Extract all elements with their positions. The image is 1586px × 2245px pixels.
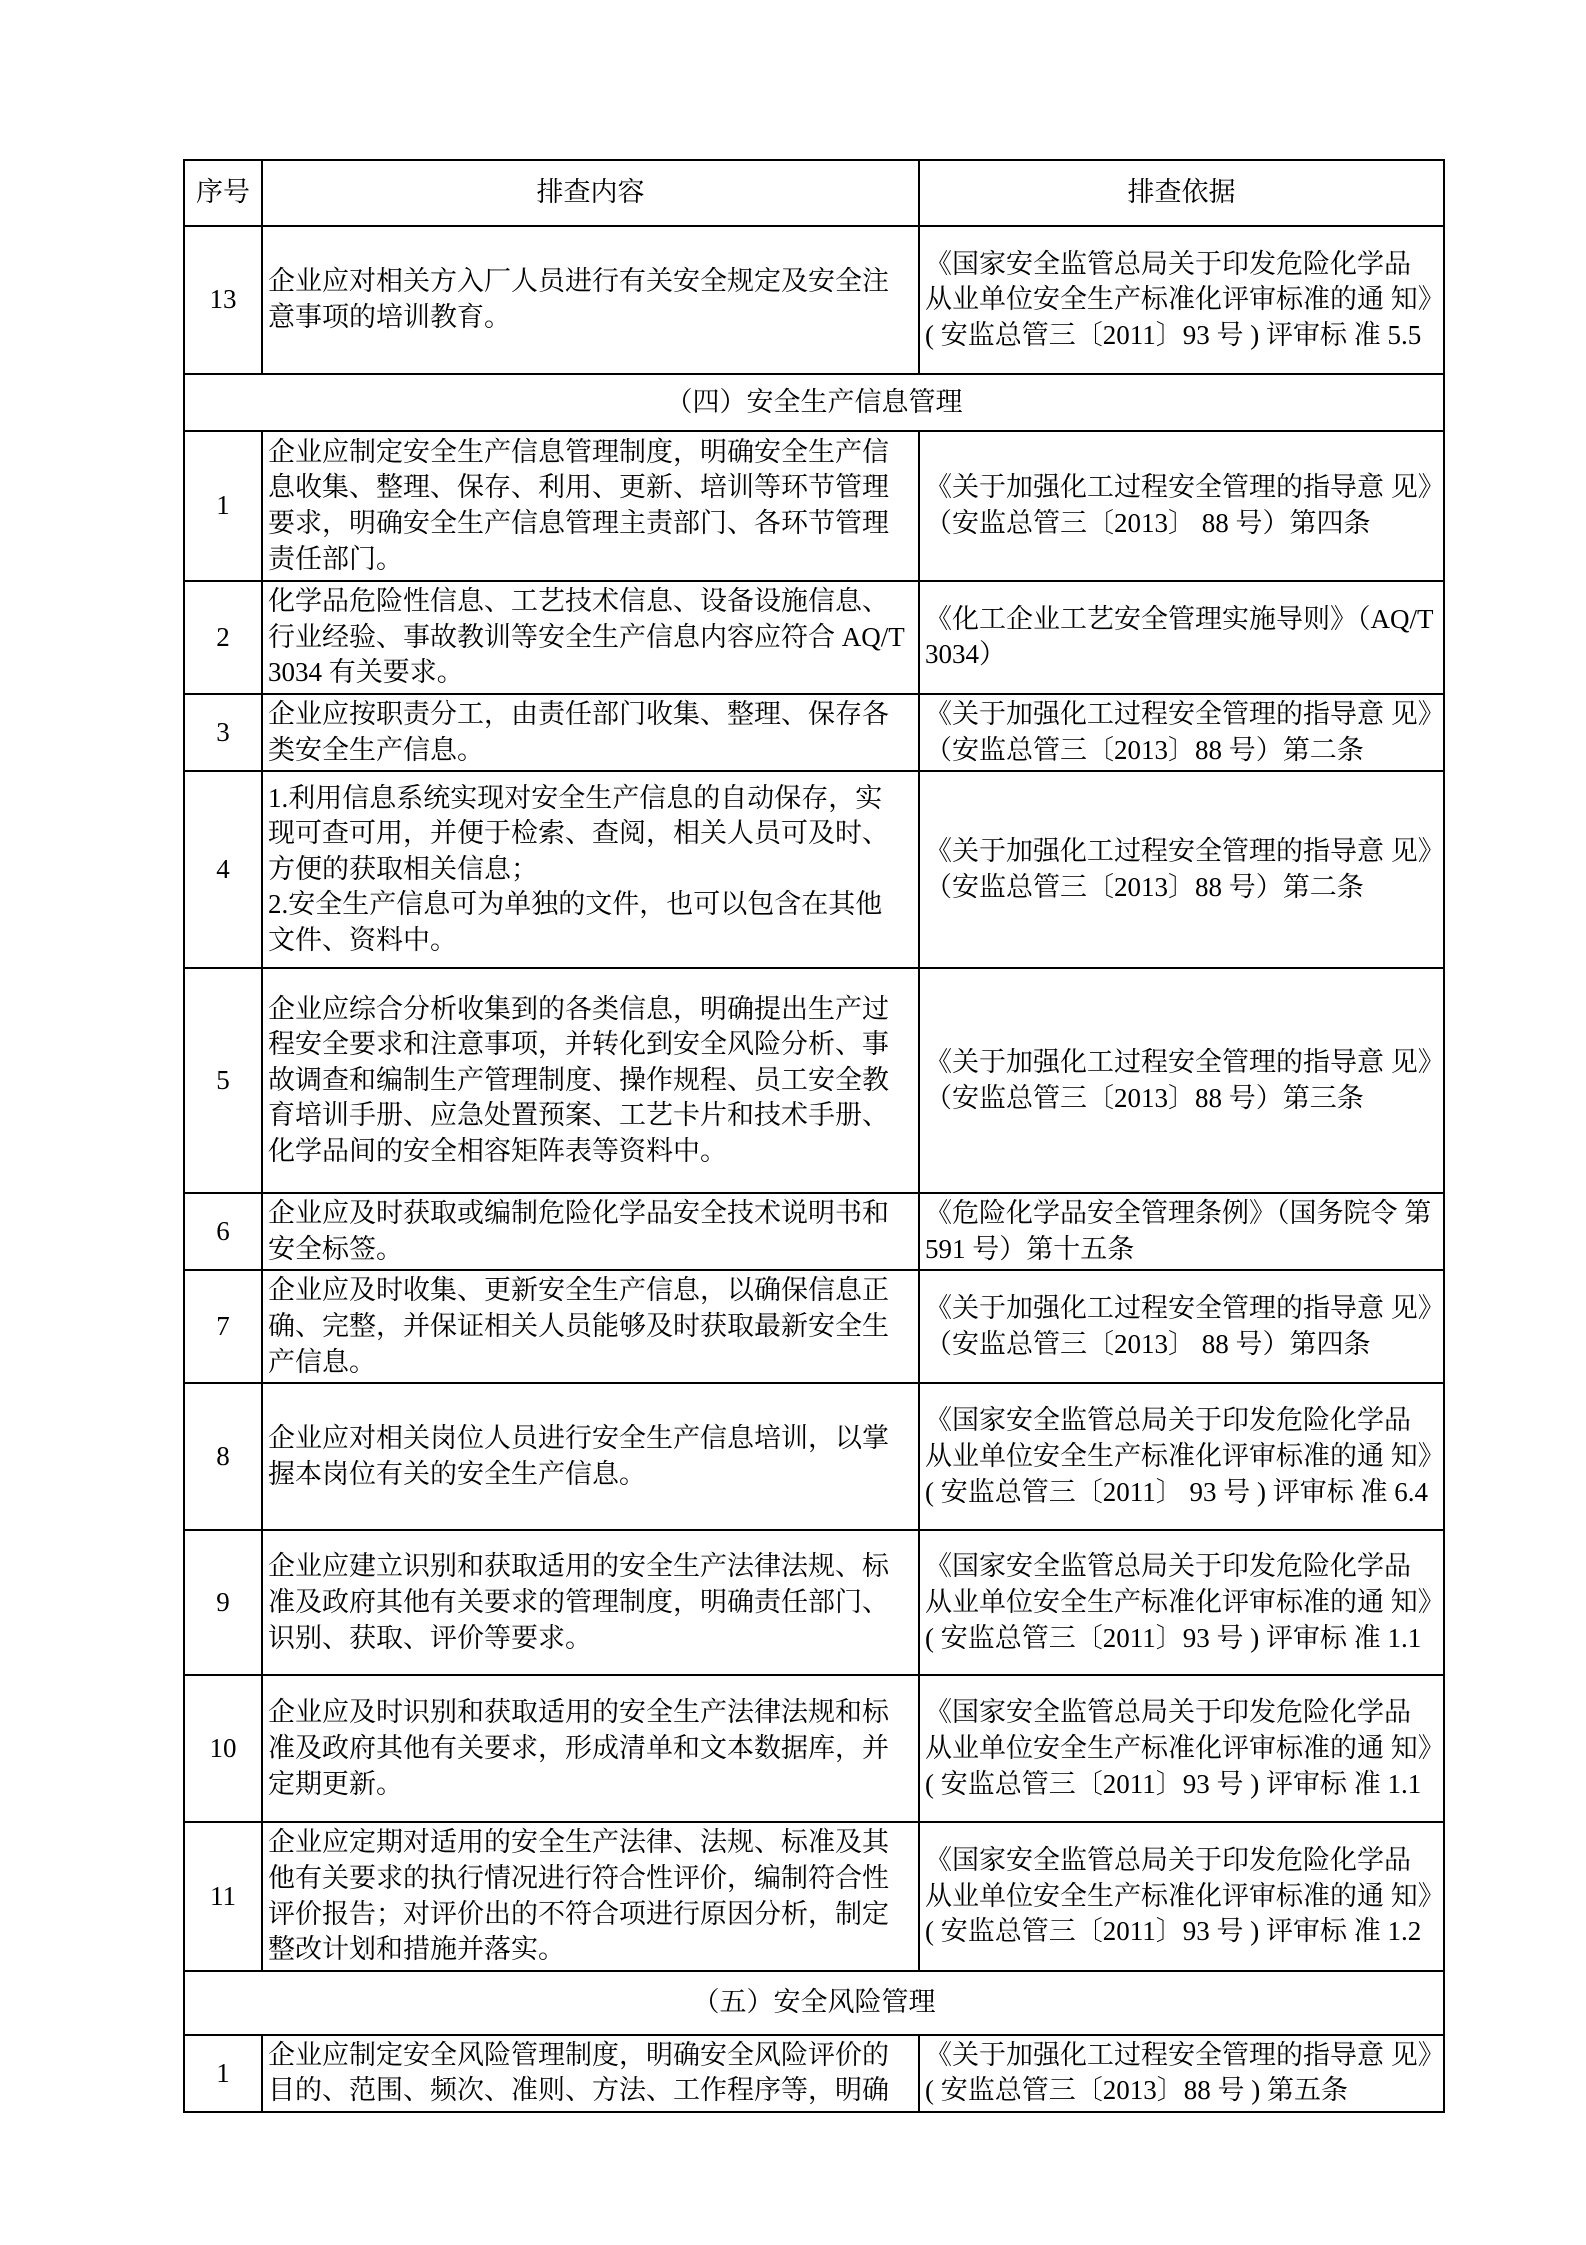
row-number-cell: 1 [184, 431, 262, 581]
table-row [184, 226, 1444, 374]
row-number-cell: 5 [184, 968, 262, 1193]
content-cell: 企业应及时识别和获取适用的安全生产法律法规和标 准及政府其他有关要求，形成清单和文本数据库，并 定期更新。 [262, 1675, 919, 1822]
basis-cell: 《危险化学品安全管理条例》（国务院令 第591 号）第十五条 [919, 1193, 1444, 1270]
table-row [184, 771, 1444, 968]
row-number-cell: 2 [184, 581, 262, 694]
row-number-cell: 9 [184, 1530, 262, 1675]
basis-cell: 《国家安全监管总局关于印发危险化学品 从业单位安全生产标准化评审标准的通 知》( 安监总管三〔2011〕93 号 ) 评审标 准 1.2 [919, 1822, 1444, 1971]
row-number-cell: 13 [184, 226, 262, 374]
content-cell: 化学品危险性信息、工艺技术信息、设备设施信息、 行业经验、事故教训等安全生产信息内容应符合 AQ/T 3034 有关要求。 [262, 581, 919, 694]
content-cell: 企业应综合分析收集到的各类信息，明确提出生产过 程安全要求和注意事项，并转化到安全风险分析、事 故调查和编制生产管理制度、操作规程、员工安全教 育培训手册、应急处置预案、工艺卡片和技术手册、 化学品间的安全相容矩阵表等资料中。 [262, 968, 919, 1193]
content-cell: 企业应制定安全风险管理制度，明确安全风险评价的 目的、范围、频次、准则、方法、工作程序等，明确 [262, 2035, 919, 2112]
table-row [184, 1675, 1444, 1822]
table-row [184, 1270, 1444, 1383]
table-row [184, 2035, 1444, 2112]
content-cell: 企业应制定安全生产信息管理制度，明确安全生产信 息收集、整理、保存、利用、更新、培训等环节管理 要求，明确安全生产信息管理主责部门、各环节管理 责任部门。 [262, 431, 919, 581]
header-row [184, 160, 1444, 226]
content-cell: 企业应对相关岗位人员进行安全生产信息培训，以掌 握本岗位有关的安全生产信息。 [262, 1383, 919, 1530]
basis-cell: 《国家安全监管总局关于印发危险化学品 从业单位安全生产标准化评审标准的通 知》( 安监总管三〔2011〕93 号 ) 评审标 准 5.5 [919, 226, 1444, 374]
row-number-cell: 7 [184, 1270, 262, 1383]
table-row [184, 1193, 1444, 1270]
table-row [184, 1383, 1444, 1530]
table-row [184, 1530, 1444, 1675]
column-header-content: 排查内容 [262, 160, 919, 226]
row-number-cell: 8 [184, 1383, 262, 1530]
basis-cell: 《关于加强化工过程安全管理的指导意 见》（安监总管三〔2013〕 88 号）第四条 [919, 431, 1444, 581]
row-number-cell: 11 [184, 1822, 262, 1971]
basis-cell: 《关于加强化工过程安全管理的指导意 见》（安监总管三〔2013〕88 号）第二条 [919, 771, 1444, 968]
row-number-cell: 4 [184, 771, 262, 968]
row-number-cell: 6 [184, 1193, 262, 1270]
row-number-cell: 10 [184, 1675, 262, 1822]
basis-cell: 《国家安全监管总局关于印发危险化学品 从业单位安全生产标准化评审标准的通 知》( 安监总管三〔2011〕 93 号 ) 评审标 准 6.4 [919, 1383, 1444, 1530]
content-cell: 1.利用信息系统实现对安全生产信息的自动保存，实 现可查可用，并便于检索、查阅，相关人员可及时、 方便的获取相关信息； 2.安全生产信息可为单独的文件，也可以包含在其他 文件、资料中。 [262, 771, 919, 968]
content-cell: 企业应建立识别和获取适用的安全生产法律法规、标 准及政府其他有关要求的管理制度，明确责任部门、 识别、获取、评价等要求。 [262, 1530, 919, 1675]
table-row [184, 1822, 1444, 1971]
section-header-row [184, 374, 1444, 431]
table-row [184, 694, 1444, 771]
row-number-cell: 1 [184, 2035, 262, 2112]
column-header-basis: 排查依据 [919, 160, 1444, 226]
section-title: （五）安全风险管理 [184, 1971, 1444, 2035]
table-row [184, 968, 1444, 1193]
row-number-cell: 3 [184, 694, 262, 771]
content-cell: 企业应对相关方入厂人员进行有关安全规定及安全注 意事项的培训教育。 [262, 226, 919, 374]
basis-cell: 《国家安全监管总局关于印发危险化学品 从业单位安全生产标准化评审标准的通 知》( 安监总管三〔2011〕93 号 ) 评审标 准 1.1 [919, 1675, 1444, 1822]
section-header-row [184, 1971, 1444, 2035]
basis-cell: 《国家安全监管总局关于印发危险化学品 从业单位安全生产标准化评审标准的通 知》( 安监总管三〔2011〕93 号 ) 评审标 准 1.1 [919, 1530, 1444, 1675]
basis-cell: 《关于加强化工过程安全管理的指导意 见》（安监总管三〔2013〕88 号）第二条 [919, 694, 1444, 771]
inspection-table [183, 159, 1445, 2113]
basis-cell: 《关于加强化工过程安全管理的指导意 见》（安监总管三〔2013〕 88 号）第四条 [919, 1270, 1444, 1383]
basis-cell: 《关于加强化工过程安全管理的指导意 见》( 安监总管三〔2013〕88 号 ) 第五条 [919, 2035, 1444, 2112]
content-cell: 企业应定期对适用的安全生产法律、法规、标准及其 他有关要求的执行情况进行符合性评价，编制符合性 评价报告；对评价出的不符合项进行原因分析，制定 整改计划和措施并落实。 [262, 1822, 919, 1971]
content-cell: 企业应按职责分工，由责任部门收集、整理、保存各 类安全生产信息。 [262, 694, 919, 771]
table-row [184, 581, 1444, 694]
basis-cell: 《化工企业工艺安全管理实施导则》（AQ/T 3034） [919, 581, 1444, 694]
content-cell: 企业应及时获取或编制危险化学品安全技术说明书和 安全标签。 [262, 1193, 919, 1270]
column-header-number: 序号 [184, 160, 262, 226]
section-title: （四）安全生产信息管理 [184, 374, 1444, 431]
basis-cell: 《关于加强化工过程安全管理的指导意 见》（安监总管三〔2013〕88 号）第三条 [919, 968, 1444, 1193]
content-cell: 企业应及时收集、更新安全生产信息，以确保信息正 确、完整，并保证相关人员能够及时获取最新安全生 产信息。 [262, 1270, 919, 1383]
table-row [184, 431, 1444, 581]
